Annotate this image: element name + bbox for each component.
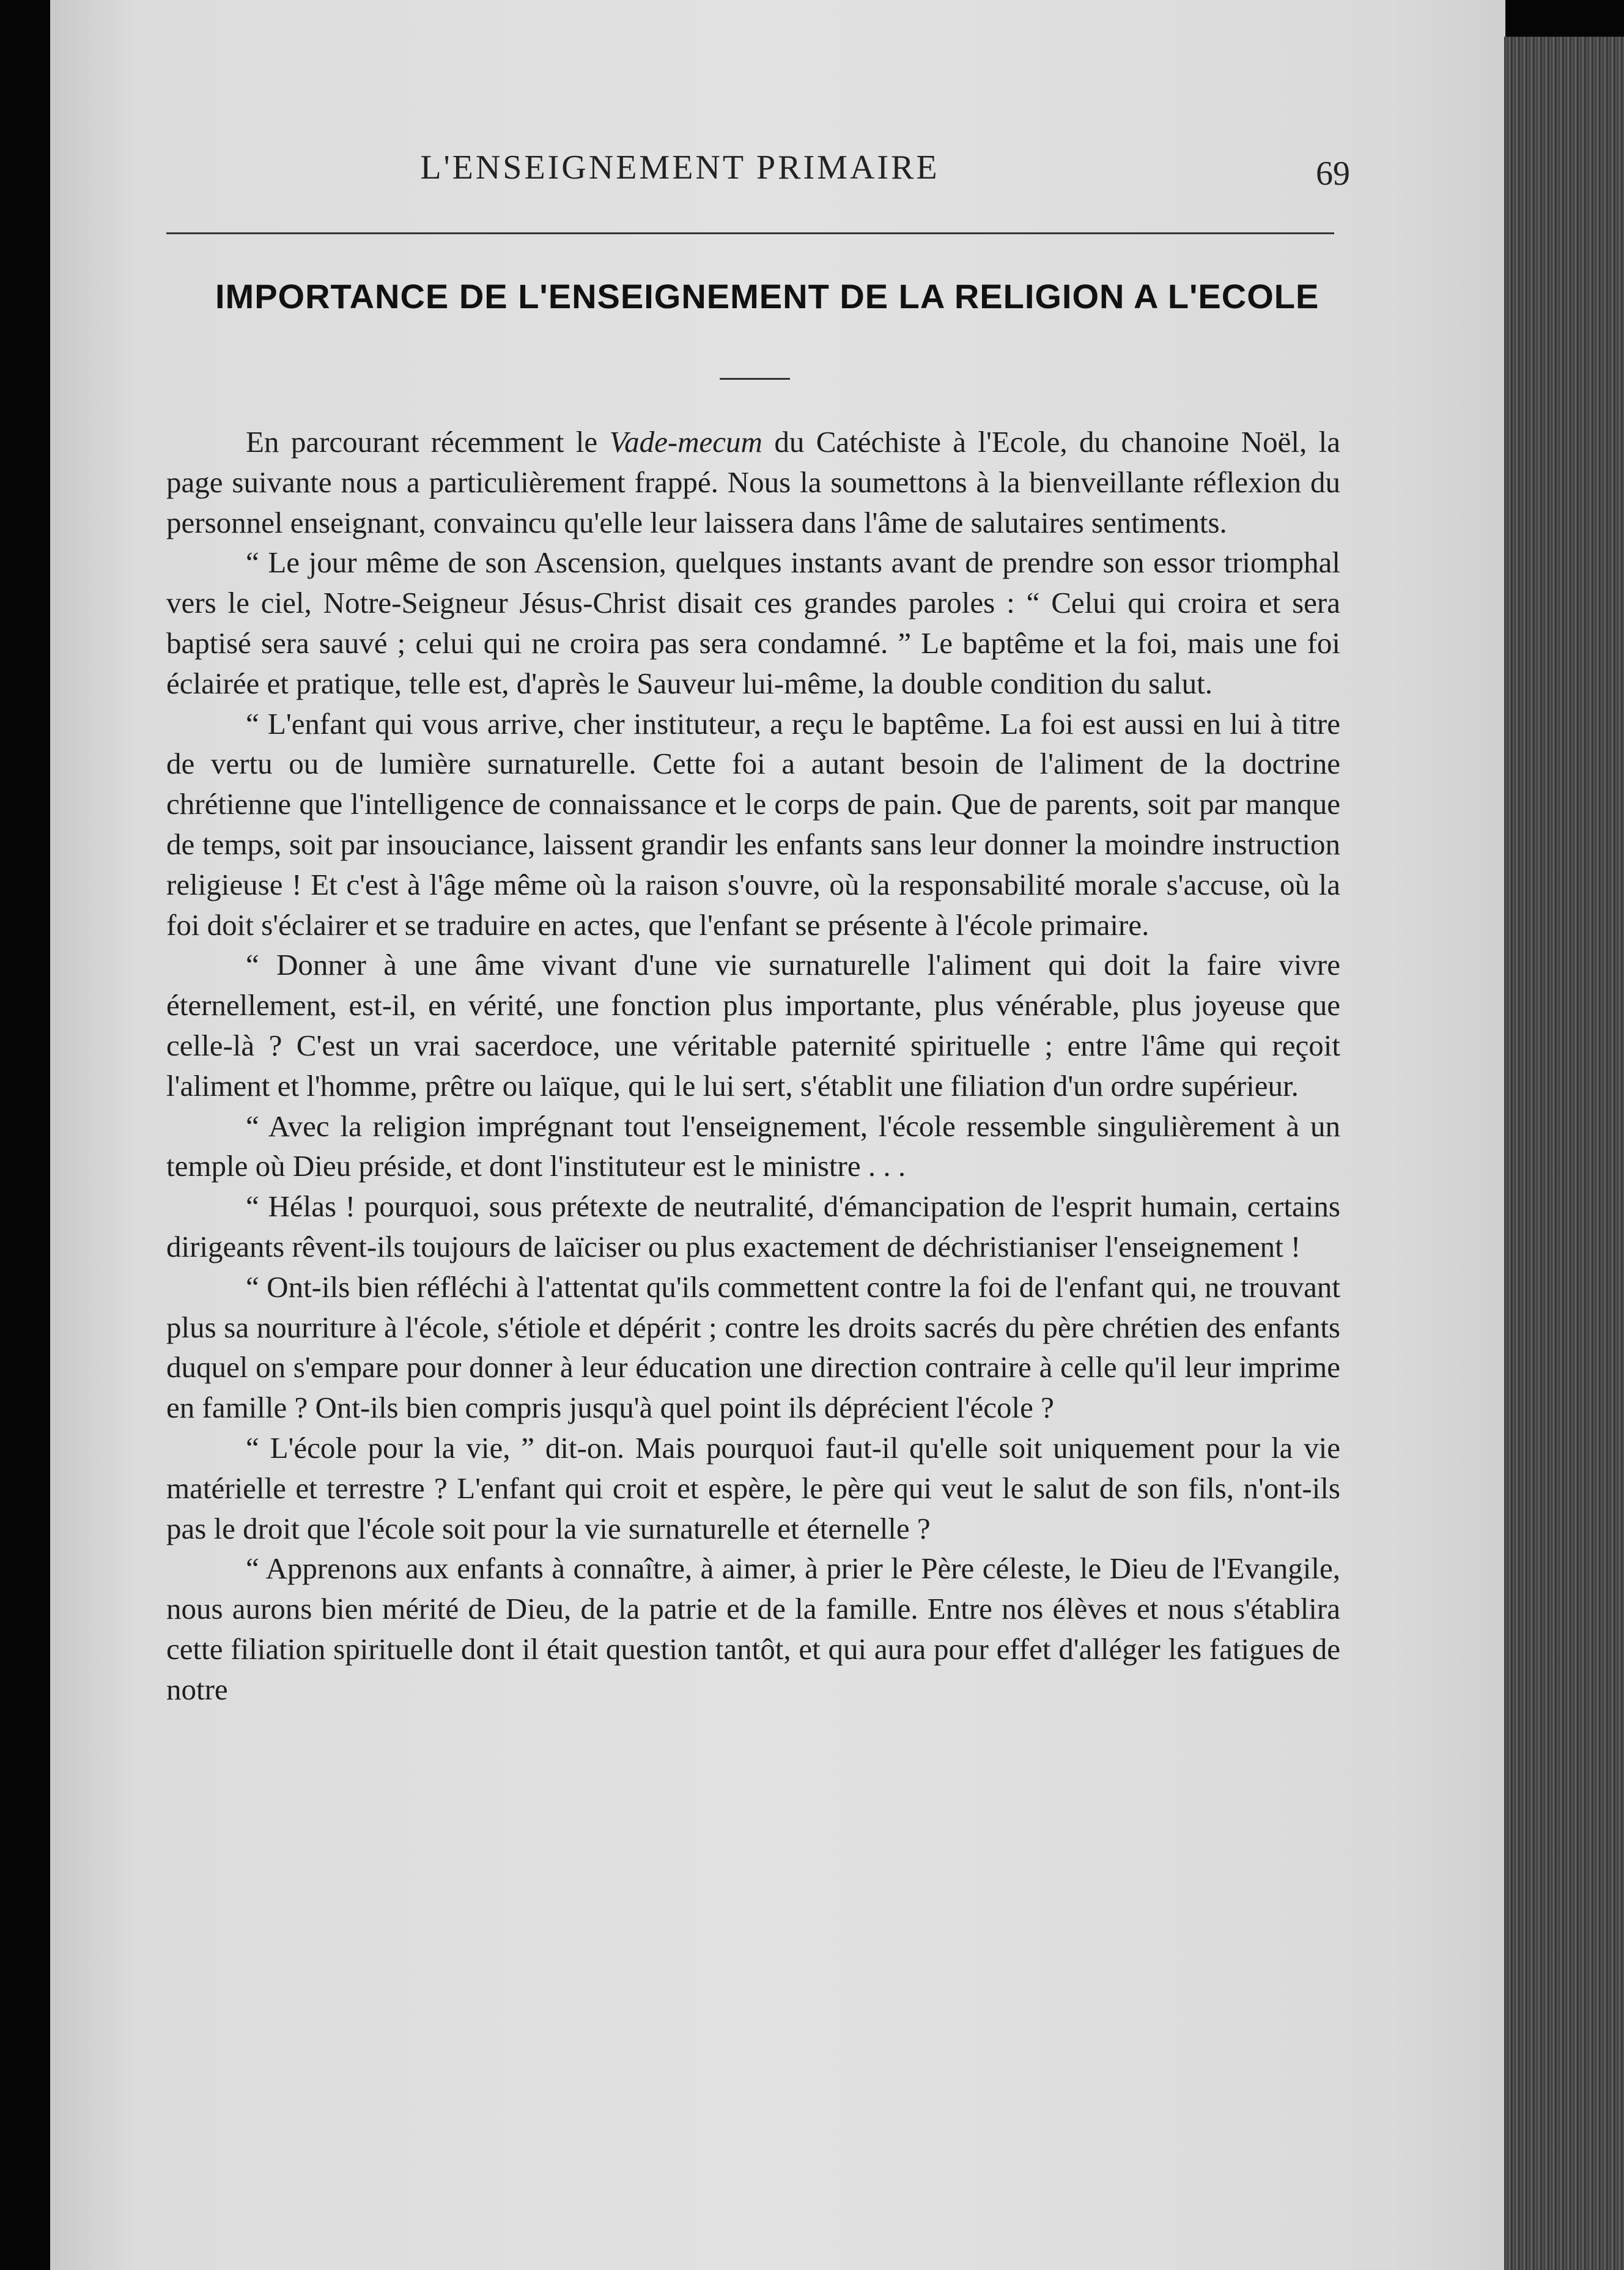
- running-head: [166, 148, 1365, 197]
- paper-sheet: [50, 0, 1505, 2270]
- article-body: [166, 422, 1340, 1710]
- article-title: IMPORTANCE DE L'ENSEIGNEMENT DE LA RELIGION A L'ECOLE: [215, 277, 1320, 316]
- paragraph-1-after: du Catéchiste à l'Ecole, du chanoine Noël, la page suivante nous a particulièrement frappé. Nous la soumettons à la bienveillante réflexion du personnel enseignant, convaincu qu'elle leur laissera dans l'âme de salutaires sentiments.: [166, 425, 1340, 539]
- title-separator: [720, 378, 790, 380]
- paragraph-3: “ L'enfant qui vous arrive, cher instituteur, a reçu le baptême. La foi est aussi en lui à titre de vertu ou de lumière surnaturelle. Cette foi a autant besoin de l'aliment de la doctrine chrétienne que l'intelligence de connaissance et le corps de pain. Que de parents, soit par manque de temps, soit par insouciance, laissent grandir les enfants sans leur donner la moindre instruction religieuse ! Et c'est à l'âge même où la raison s'ouvre, où la responsabilité morale s'accuse, où la foi doit s'éclairer et se traduire en actes, que l'enfant se présente à l'école primaire.: [166, 706, 1340, 942]
- paragraph-8: “ L'école pour la vie, ” dit-on. Mais pourquoi faut-il qu'elle soit uniquement pour la vie matérielle et terrestre ? L'enfant qui croit et espère, le père qui veut le salut de son fils, n'ont-ils pas le droit que l'école soit pour la vie surnaturelle et éternelle ?: [166, 1430, 1340, 1545]
- paragraph-1: [166, 422, 1340, 542]
- paragraph-2: “ Le jour même de son Ascension, quelques instants avant de prendre son essor triomphal vers le ciel, Notre-Seigneur Jésus-Christ disait ces grandes paroles : “ Celui qui croira et sera baptisé sera sauvé ; celui qui ne croira pas sera condamné. ” Le baptême et la foi, mais une foi éclairée et pratique, telle est, d'après le Sauveur lui-même, la double condition du salut.: [166, 545, 1340, 700]
- paragraph-1-before: En parcourant récemment le: [246, 425, 610, 459]
- paragraph-5: “ Avec la religion imprégnant tout l'enseignement, l'école ressemble singulièrement à un temple où Dieu préside, et dont l'instituteur est le ministre . . .: [166, 1109, 1340, 1183]
- page-number: 69: [1316, 155, 1350, 193]
- paragraph-4: “ Donner à une âme vivant d'une vie surnaturelle l'aliment qui doit la faire vivre éternellement, est-il, en vérité, une fonction plus importante, plus vénérable, plus joyeuse que celle-là ? C'est un vrai sacerdoce, une véritable paternité spirituelle ; entre l'âme qui reçoit l'aliment et l'homme, prêtre ou laïque, qui le lui sert, s'établit une filiation d'un ordre supérieur.: [166, 948, 1340, 1103]
- running-title: L'ENSEIGNEMENT PRIMAIRE: [420, 149, 940, 187]
- paragraph-6: “ Hélas ! pourquoi, sous prétexte de neutralité, d'émancipation de l'esprit humain, certains dirigeants rêvent-ils toujours de laïciser ou plus exactement de déchristianiser l'enseignement !: [166, 1189, 1340, 1263]
- page-stack-edge: [1504, 37, 1624, 2270]
- paragraph-9: “ Apprenons aux enfants à connaître, à aimer, à prier le Père céleste, le Dieu de l'Evangile, nous aurons bien mérité de Dieu, de la patrie et de la famille. Entre nos élèves et nous s'établira cette filiation spirituelle dont il était question tantôt, et qui aura pour effet d'alléger les fatigues de notre: [166, 1551, 1340, 1706]
- book-title: Vade-mecum: [609, 425, 762, 459]
- paragraph-7: “ Ont-ils bien réfléchi à l'attentat qu'ils commettent contre la foi de l'enfant qui, ne trouvant plus sa nourriture à l'école, s'étiole et dépérit ; contre les droits sacrés du père chrétien des enfants duquel on s'empare pour donner à leur éducation une direction contraire à celle qu'il leur imprime en famille ? Ont-ils bien compris jusqu'à quel point ils déprécient l'école ?: [166, 1270, 1340, 1425]
- header-rule: [166, 232, 1334, 234]
